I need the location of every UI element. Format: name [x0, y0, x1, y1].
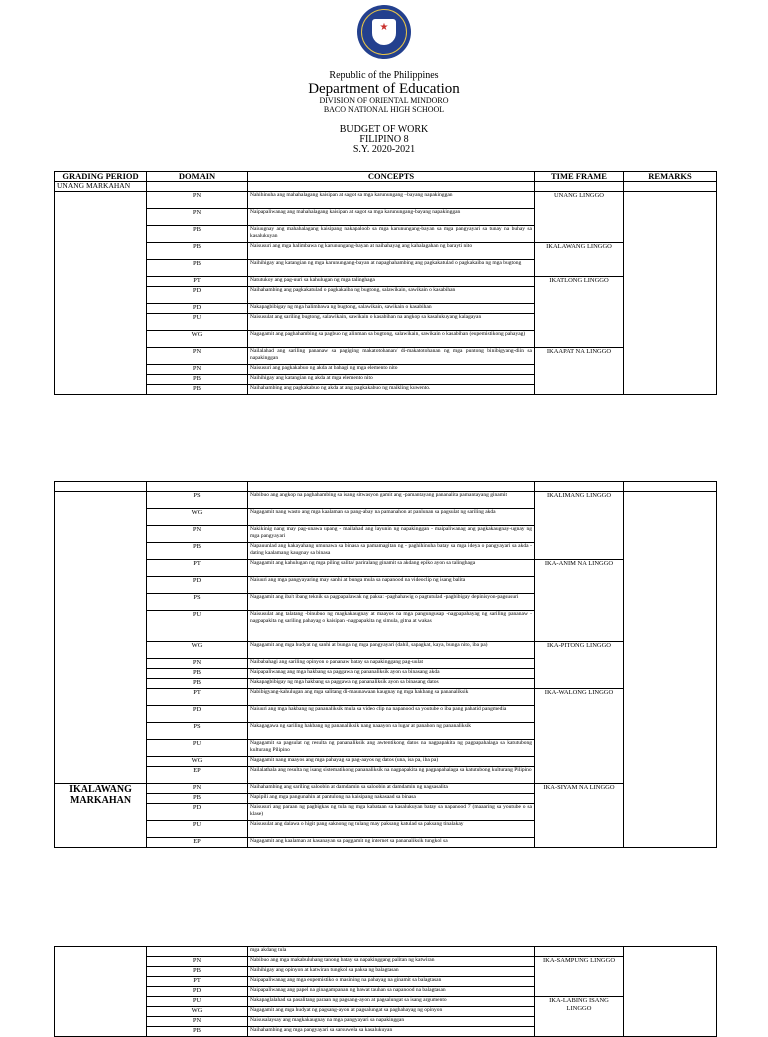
concept-cell: Naihihigay ang katangian ng akda at mga elemento nito	[248, 375, 535, 385]
table-row	[55, 947, 717, 957]
table-row	[55, 957, 717, 967]
concept-cell: Naihahambing ang pagkakatulad o pagkakaiba ng bugtong, salawikain, sawikain o kasabihan	[248, 287, 535, 304]
concept-cell: Natutukoy ang pag-uuri sa kahulugan ng mga talinghaga	[248, 277, 535, 287]
domain-cell: EP	[147, 838, 248, 848]
table-row	[55, 997, 717, 1007]
time-frame-cell: UNANG LINGGO	[535, 192, 624, 243]
concept-cell: Naiuugnay ang mahahalagang kaisipang nakapaloob sa mga karunungang-bayan sa mga pangyayari sa tunay na buhay sa kasalukuyan	[248, 226, 535, 243]
domain-cell: PB	[147, 375, 248, 385]
domain-cell: PU	[147, 611, 248, 642]
domain-cell: PN	[147, 348, 248, 365]
concept-cell: Nagagamit nang maayos ang mga pahayag sa pag-aayos ng datos (una, isa pa, iba pa)	[248, 757, 535, 767]
concept-cell: Nabibuo ang angkop na paghahambing sa isang sitwasyon gamit ang -pamantayang pananalita pamantayang ginamit	[248, 492, 535, 509]
col-concepts: CONCEPTS	[248, 172, 535, 182]
domain-cell: WG	[147, 1007, 248, 1017]
concept-cell: Naisusulat ang dalawa o higit pang saknong ng tulang may paksang katulad sa paksang tinalakay	[248, 821, 535, 838]
concept-cell: Nabibuo ang mga makabuluhang tanong batay sa napakinggang palitan ng katwiran	[248, 957, 535, 967]
concept-cell: Nahihinuha ang mahahalagang kaisipan at sagot sa mga karunungang –bayang napakinggan	[248, 192, 535, 209]
concept-cell: Naisusuri ang pagkakabuo ng akda at bahagi ng mga elemento nito	[248, 365, 535, 375]
table-row	[55, 784, 717, 794]
domain-cell: PB	[147, 226, 248, 243]
concept-cell: Napipili ang mga pangunahin at pantulong na kaisipang nakasaad sa binasa	[248, 794, 535, 804]
time-frame-cell: IKATLONG LINGGO	[535, 277, 624, 348]
time-frame-cell: IKA-SAMPUNG LINGGO	[535, 957, 624, 997]
domain-cell: PU	[147, 997, 248, 1007]
republic-line: Republic of the Philippines	[329, 70, 439, 81]
concept-cell: Naihihigay ang opinyon at katwiran tungkol sa paksa ng balagtasan	[248, 967, 535, 977]
concept-cell: Nagagamit nang wasto ang mga kaalaman sa pang-abay na pamanahon at panlunan sa pagsulat ng sariling akda	[248, 509, 535, 526]
concept-cell: Naihahambing ang pagkakabuo ng akda at ang pagkakabuo ng maikling kuwento.	[248, 385, 535, 395]
school-year: S.Y. 2020-2021	[352, 144, 416, 155]
domain-cell: PD	[147, 987, 248, 997]
remarks-cell	[624, 192, 717, 395]
col-time-frame: TIME FRAME	[535, 172, 624, 182]
domain-cell: PT	[147, 689, 248, 706]
document-title: BUDGET OF WORK	[339, 124, 429, 135]
budget-table-page2	[54, 481, 717, 848]
domain-cell: WG	[147, 331, 248, 348]
concept-cell: Nakikinig nang may pag-unawa upang - mailahad ang layunin ng napakinggan - maipaliwanag ang pagkakaugnay-ugnay ng mga pangyayari	[248, 526, 535, 543]
time-frame-cell: IKA-PITONG LINGGO	[535, 642, 624, 689]
domain-cell: PN	[147, 784, 248, 794]
table-row	[55, 192, 717, 209]
concept-cell: Naiuuri ang mga hakbang ng pananaliksik mula sa video clip na napanood sa youtube o iba pang pahatid pangmedia	[248, 706, 535, 723]
domain-cell: PB	[147, 679, 248, 689]
remarks-cell	[624, 947, 717, 1037]
concept-cell: Naisusulat ang talatang -binubuo ng magkakaugnay at maayos na mga pangungusap -nagpapahayag ng sariling pananaw -nagpapakita ng sariling pahayag o kaisipan -nagpapakita ng simula, gitna at wakas	[248, 611, 535, 642]
domain-cell: EP	[147, 767, 248, 784]
remarks-cell	[624, 492, 717, 848]
concept-cell: Naiuuri ang mga pangyayaring may sanhi at bunga mula sa napanood na videoclip ng isang balita	[248, 577, 535, 594]
concept-cell: mga akdang tula	[248, 947, 535, 957]
seal-star-icon: ★	[379, 22, 389, 33]
budget-table-page1	[54, 171, 717, 395]
domain-cell: PS	[147, 492, 248, 509]
concept-cell: Nailalathala ang resulta ng isang sistematikong pananaliksik na nagpapakita ng pagpapahalaga sa katutubong kulturang Pilipino	[248, 767, 535, 784]
domain-cell: PB	[147, 967, 248, 977]
time-frame-cell: IKA-WALONG LINGGO	[535, 689, 624, 784]
table-row	[55, 348, 717, 365]
table-row	[55, 642, 717, 659]
domain-cell: PB	[147, 1027, 248, 1037]
domain-cell: PN	[147, 526, 248, 543]
concept-cell: Nakagagawa ng sariling hakbang ng pananaliksik nang naaayon sa lugar at panahon ng pananaliksik	[248, 723, 535, 740]
grading-period-label: UNANG MARKAHAN	[55, 182, 147, 192]
domain-cell: PB	[147, 260, 248, 277]
table-row	[55, 482, 717, 492]
subject-line: FILIPINO 8	[359, 134, 409, 145]
domain-cell: PD	[147, 706, 248, 723]
col-grading-period: GRADING PERIOD	[55, 172, 147, 182]
domain-cell: PS	[147, 723, 248, 740]
domain-cell: PT	[147, 277, 248, 287]
concept-cell: Nagagamit ang kahulugan ng mga piling salita/ pariralang ginamit sa akdang epiko ayon sa talinghaga	[248, 560, 535, 577]
domain-cell: PN	[147, 192, 248, 209]
domain-cell: PN	[147, 209, 248, 226]
concept-cell: Naipapaliwanag ang mga eupemistiko o masining na pahayag na ginamit sa balagtasan	[248, 977, 535, 987]
domain-cell: WG	[147, 757, 248, 767]
domain-cell: PD	[147, 804, 248, 821]
concept-cell: Naihahambing ang mga pangyayari sa sarsuwela sa kasalukuyan	[248, 1027, 535, 1037]
department-title: Department of Education	[308, 81, 460, 97]
concept-cell: Naipapaliwanag ang mga hakbang sa paggawa ng pananaliksik ayon sa binasang akda	[248, 669, 535, 679]
concept-cell: Nagagamit ang iba't ibang teknik sa pagpapalawak ng paksa: -paghahawig o pagtutulad -pagbibigay depinisyon-pagsusuri	[248, 594, 535, 611]
concept-cell: Naihihigay ang katangian ng mga karunungang-bayan at napaghahambing ang pagkakatulad o pagkakaiba ng mga bugtong	[248, 260, 535, 277]
division-line: DIVISION OF ORIENTAL MINDORO	[319, 96, 449, 105]
concept-cell: Naisusalaysay ang magkakaugnay na mga pangyayari sa napakinggan	[248, 1017, 535, 1027]
concept-cell: Nakapagbibigay ng mga hakbang sa paggawa ng pananaliksik ayon sa binasang datos	[248, 679, 535, 689]
domain-cell: PU	[147, 740, 248, 757]
school-name: BACO NATIONAL HIGH SCHOOL	[323, 105, 445, 114]
time-frame-cell: IKAAPAT NA LINGGO	[535, 348, 624, 395]
domain-cell: PT	[147, 560, 248, 577]
time-frame-cell: IKA-SIYAM NA LINGGO	[535, 784, 624, 848]
domain-cell: PD	[147, 577, 248, 594]
domain-cell: PB	[147, 543, 248, 560]
table-row	[55, 492, 717, 509]
col-domain: DOMAIN	[147, 172, 248, 182]
time-frame-cell: IKALIMANG LINGGO	[535, 492, 624, 560]
concept-cell: Nailalahad ang sariling pananaw sa pagiging makatotohanan/ di-makatotohanan ng mga puntong binibigyang-diin sa napakinggan	[248, 348, 535, 365]
concept-cell: Nagagamit sa pagsulat ng resulta ng pananaliksik ang awtentikong datos na nagpapakita ng pagpapahalaga sa katutubong kulturang Pilipino	[248, 740, 535, 757]
concept-cell: Naipapaliwanag ang mahahalagang kaisipan at sagot sa mga karunungang-bayang napakinggan	[248, 209, 535, 226]
domain-cell: PB	[147, 794, 248, 804]
deped-seal-icon	[357, 5, 411, 59]
concept-cell: Nakapaglalahad sa pasalitang paraan ng pagsang-ayon at pagsalungat sa isang argumento	[248, 997, 535, 1007]
grading-period-label: IKALAWANG MARKAHAN	[55, 784, 147, 848]
concept-cell: Nagagamit ang mga hudyat ng pagsang-ayon at pagsalungat sa paghahayag ng opinyon	[248, 1007, 535, 1017]
domain-cell: PB	[147, 385, 248, 395]
time-frame-cell: IKALAWANG LINGGO	[535, 243, 624, 277]
grading-row	[55, 182, 717, 192]
domain-cell: PD	[147, 287, 248, 304]
domain-cell: PN	[147, 659, 248, 669]
concept-cell: Nakapagbibigay ng mga halimbawa ng bugtong, salawikain, sawikain o kasabihan	[248, 304, 535, 314]
table-header-row	[55, 172, 717, 182]
concept-cell: Nagagamit ang mga hudyat ng sanhi at bunga ng mga pangyayari (dahil, sapagkat, kaya, bunga nito, iba pa)	[248, 642, 535, 659]
domain-cell: PN	[147, 365, 248, 375]
table-row	[55, 277, 717, 287]
domain-cell: PS	[147, 594, 248, 611]
domain-cell: PN	[147, 957, 248, 967]
concept-cell: Naisusuri ang paraan ng pagbigkas ng tula ng mga kabataan sa kasalukuyan batay sa napanood 7 (maaaring sa youtube o sa klase)	[248, 804, 535, 821]
table-row	[55, 243, 717, 260]
table-row	[55, 689, 717, 706]
time-frame-cell: IKA-ANIM NA LINGGO	[535, 560, 624, 642]
domain-cell: WG	[147, 509, 248, 526]
domain-cell: PT	[147, 977, 248, 987]
domain-cell: PU	[147, 821, 248, 838]
concept-cell: Naihahambing ang sariling saloobin at damdamin sa saloobin at damdamin ng nagsasalita	[248, 784, 535, 794]
col-remarks: REMARKS	[624, 172, 717, 182]
time-frame-cell: IKA-LABING ISANG LINGGO	[535, 997, 624, 1037]
table-row	[55, 560, 717, 577]
concept-cell: Nabibigyang-kahulugan ang mga salitang di-maunawaan kaugnay ng mga hakbang sa pananaliksik	[248, 689, 535, 706]
domain-cell: PB	[147, 669, 248, 679]
domain-cell: PU	[147, 314, 248, 331]
domain-cell: WG	[147, 642, 248, 659]
concept-cell: Nagagamit ang paghahambing sa pagbuo ng alinman sa bugtong, salawikain, sawikain o kasabihan (eupemistikong pahayag)	[248, 331, 535, 348]
concept-cell: Naipapaliwanag ang papel na ginagampanan ng bawat tauhan sa napanood na balagtasan	[248, 987, 535, 997]
domain-cell: PN	[147, 1017, 248, 1027]
concept-cell: Nagagamit ang kaalaman at kasanayan sa paggamit ng internet sa pananaliksik tungkol sa	[248, 838, 535, 848]
concept-cell: Napauunlad ang kakayahang umunawa sa binasa sa pamamagitan ng - paghihinuha batay sa mga ideya o pangyayari sa akda -dating kaalamang kaugnay sa binasa	[248, 543, 535, 560]
concept-cell: Naisusuri ang mga halimbawa ng karunungang-bayan at naihahayag ang kahalagahan ng barayti nito	[248, 243, 535, 260]
domain-cell: PD	[147, 304, 248, 314]
concept-cell: Naisusulat ang sariling bugtong, salawikain, sawikain o kasabihan na angkop sa kasalukuyang kalagayan	[248, 314, 535, 331]
domain-cell: PB	[147, 243, 248, 260]
concept-cell: Naibabahagi ang sariling opinyon o pananaw batay sa napakinggang pag-uulat	[248, 659, 535, 669]
budget-table-page3	[54, 946, 717, 1037]
